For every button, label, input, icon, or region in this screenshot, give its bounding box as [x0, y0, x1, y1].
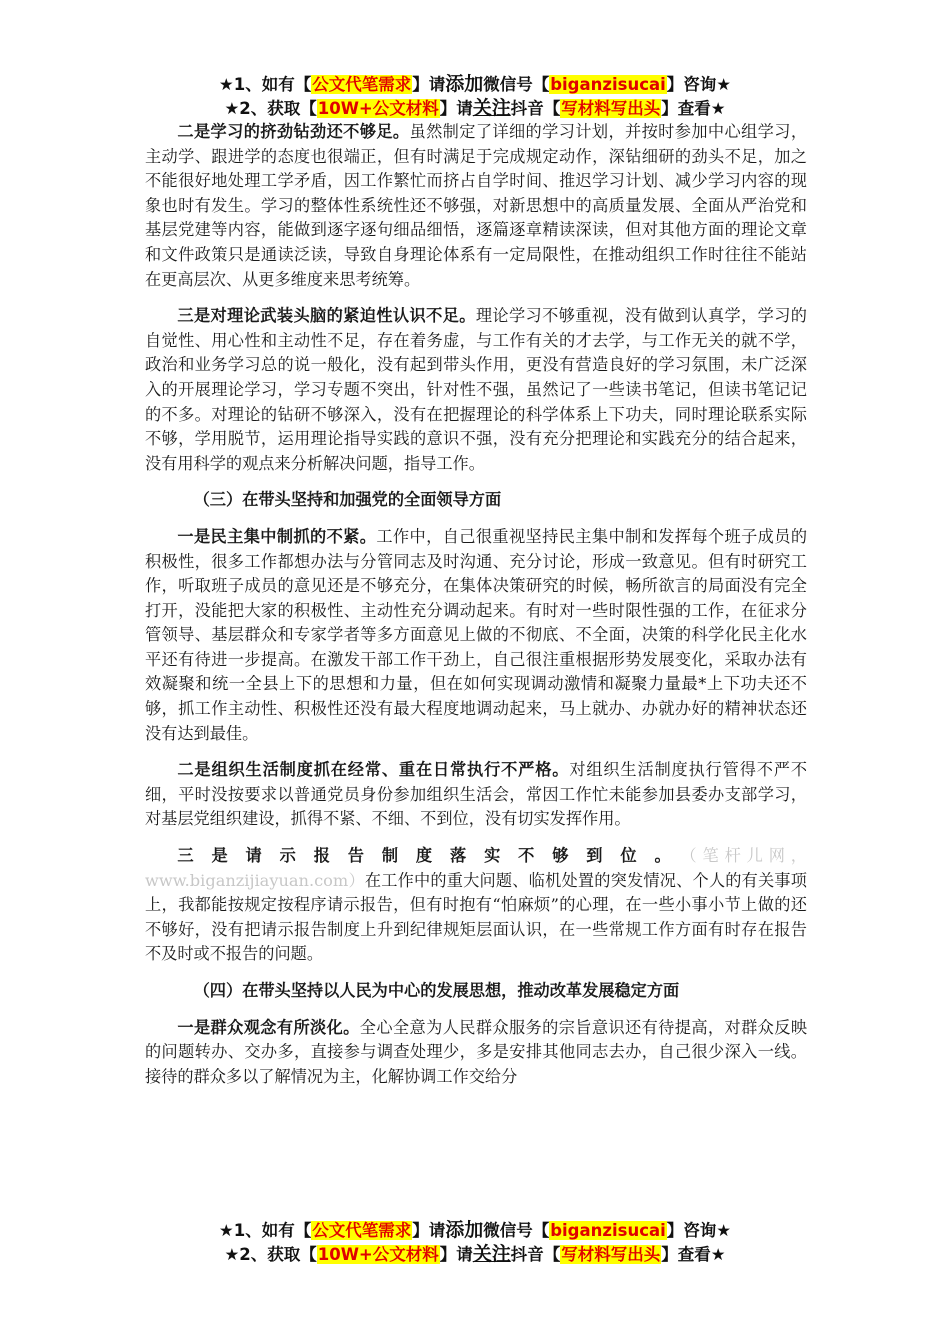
paragraph-lead: 三是对理论武装头脑的紧迫性认识不足。 [177, 306, 476, 326]
source-watermark: （笔杆儿网，www.biganzijiayuan.com） [145, 846, 807, 890]
paragraph-text: 对组织生活制度执行管得不严不细，平时没按要求以普通党员身份参加组织生活会，常因工作忙未能参加县委办支部学习，对基层党组织建设，抓得不紧、不细、不到位，没有切实发挥作用。 [145, 760, 808, 829]
banner-text: 】咨询★ [666, 1221, 732, 1240]
banner-text: 】咨询★ [666, 75, 732, 94]
banner-line-1 [0, 72, 950, 96]
banner-highlight-douyin: 写材料写出头 [561, 1245, 661, 1264]
banner-line-2 [0, 1242, 950, 1266]
banner-text: 微信号【 [483, 75, 550, 94]
banner-text: 】查看★ [661, 99, 726, 118]
banner-emphasis: 关注 [472, 1243, 511, 1265]
banner-emphasis: 添加 [445, 73, 484, 95]
paragraph-lead: 二是学习的挤劲钻劲还不够足。 [177, 122, 410, 141]
banner-text: 】请 [439, 1245, 473, 1264]
banner-text: 】请 [412, 75, 446, 94]
section-heading: （四）在带头坚持以人民为中心的发展思想，推动改革发展稳定方面 [193, 981, 680, 1000]
banner-highlight-materials: 10W+公文材料 [317, 1245, 439, 1264]
paragraph-text: 在工作中的重大问题、临机处置的突发情况、个人的有关事项上，我都能按规定按程序请示报告，但有时抱有“怕麻烦”的心理，在一些小事小节上做的还不够好，没有把请示报告制度上升到纪律规矩层面认识，在一些常规工作方面有时存在报告不及时或不报告的问题。 [145, 870, 807, 964]
paragraph [145, 758, 807, 832]
paragraph-text: 全心全意为人民群众服务的宗旨意识还有待提高，对群众反映的问题转办、交办多，直接参与调查处理少，多是安排其他同志去办，自己很少深入一线。接待的群众多以了解情况为主，化解协调工作交给分 [145, 1017, 808, 1086]
paragraph [145, 304, 807, 476]
top-banner [0, 72, 950, 120]
paragraph [145, 120, 807, 292]
banner-text: ★2、获取【 [224, 99, 317, 118]
banner-highlight-wechat: biganzisucai [550, 1221, 666, 1240]
document-body [145, 120, 807, 1101]
banner-text: ★2、获取【 [224, 1245, 317, 1264]
banner-text: ★1、如有【 [218, 1221, 312, 1240]
paragraph-lead: 三是请示报告制度落实不够到位。 [177, 846, 689, 866]
banner-emphasis: 关注 [472, 97, 511, 119]
banner-text: 】请 [412, 1221, 446, 1240]
banner-text: 】查看★ [661, 1245, 726, 1264]
banner-line-2 [0, 96, 950, 120]
section-heading: （三）在带头坚持和加强党的全面领导方面 [193, 490, 502, 510]
paragraph-text: 理论学习不够重视，没有做到认真学，学习的自觉性、用心性和主动性不足，存在着务虚，与工作有关的才去学，与工作无关的就不学，政治和业务学习总的说一般化，没有起到带头作用，更没有营造良好的学习氛围，未广泛深入的开展理论学习，学习专题不突出，针对性不强，虽然记了一些读书笔记，但读书笔记记的不多。对理论的钻研不够深入，没有在把握理论的科学体系上下功夫，同时理论联系实际不够，学用脱节，运用理论指导实践的意识不强，没有充分把理论和实践充分的结合起来，没有用科学的观点来分析解决问题，指导工作。 [145, 306, 807, 473]
bottom-banner [0, 1218, 950, 1266]
paragraph [145, 844, 807, 967]
banner-text: 微信号【 [483, 1221, 550, 1240]
paragraph-lead: 二是组织生活制度抓在经常、重在日常执行不严格。 [177, 760, 570, 780]
banner-text: 抖音【 [510, 99, 561, 118]
banner-highlight-wechat: biganzisucai [550, 75, 666, 94]
banner-text: ★1、如有【 [218, 75, 312, 94]
banner-highlight-service: 公文代笔需求 [312, 1221, 412, 1240]
banner-line-1 [0, 1218, 950, 1242]
banner-emphasis: 添加 [445, 1219, 484, 1241]
banner-text: 】请 [439, 99, 473, 118]
paragraph [145, 1016, 807, 1090]
banner-highlight-douyin: 写材料写出头 [561, 99, 661, 118]
banner-highlight-service: 公文代笔需求 [312, 75, 412, 94]
paragraph-lead: 一是群众观念有所淡化。 [177, 1017, 360, 1037]
paragraph-lead: 一是民主集中制抓的不紧。 [177, 526, 377, 546]
banner-text: 抖音【 [510, 1245, 561, 1264]
banner-highlight-materials: 10W+公文材料 [317, 99, 439, 118]
paragraph-text: 虽然制定了详细的学习计划，并按时参加中心组学习，主动学、跟进学的态度也很端正，但有时满足于完成规定动作，深钻细研的劲头不足，加之不能很好地处理工学矛盾，因工作繁忙而挤占自学时间、推迟学习计划、减少学习内容的现象也时有发生。学习的整体性系统性还不够强，对新思想中的高质量发展、全面从严治党和基层党建等内容，能做到逐字逐句细品细悟，逐篇逐章精读深读，但对其他方面的理论文章和文件政策只是通读泛读，导致自身理论体系有一定局限性，在推动组织工作时往往不能站在更高层次、从更多维度来思考统筹。 [145, 122, 808, 289]
paragraph [145, 525, 807, 746]
paragraph-text: 工作中，自己很重视坚持民主集中制和发挥每个班子成员的积极性，很多工作都想办法与分管同志及时沟通、充分讨论，形成一致意见。但有时研究工作，听取班子成员的意见还是不够充分，在集体决策研究的时候，畅所欲言的局面没有完全打开，没能把大家的积极性、主动性充分调动起来。有时对一些时限性强的工作，在征求分管领导、基层群众和专家学者等多方面意见上做的不彻底、不全面，决策的科学化民主化水平还有待进一步提高。在激发干部工作干劲上，自己很注重根据形势发展变化，采取办法有效凝聚和统一全县上下的思想和力量，但在如何实现调动激情和凝聚力量最*上下功夫还不够，抓工作主动性、积极性还没有最大程度地调动起来，马上就办、办就办好的精神状态还没有达到最佳。 [145, 526, 808, 743]
